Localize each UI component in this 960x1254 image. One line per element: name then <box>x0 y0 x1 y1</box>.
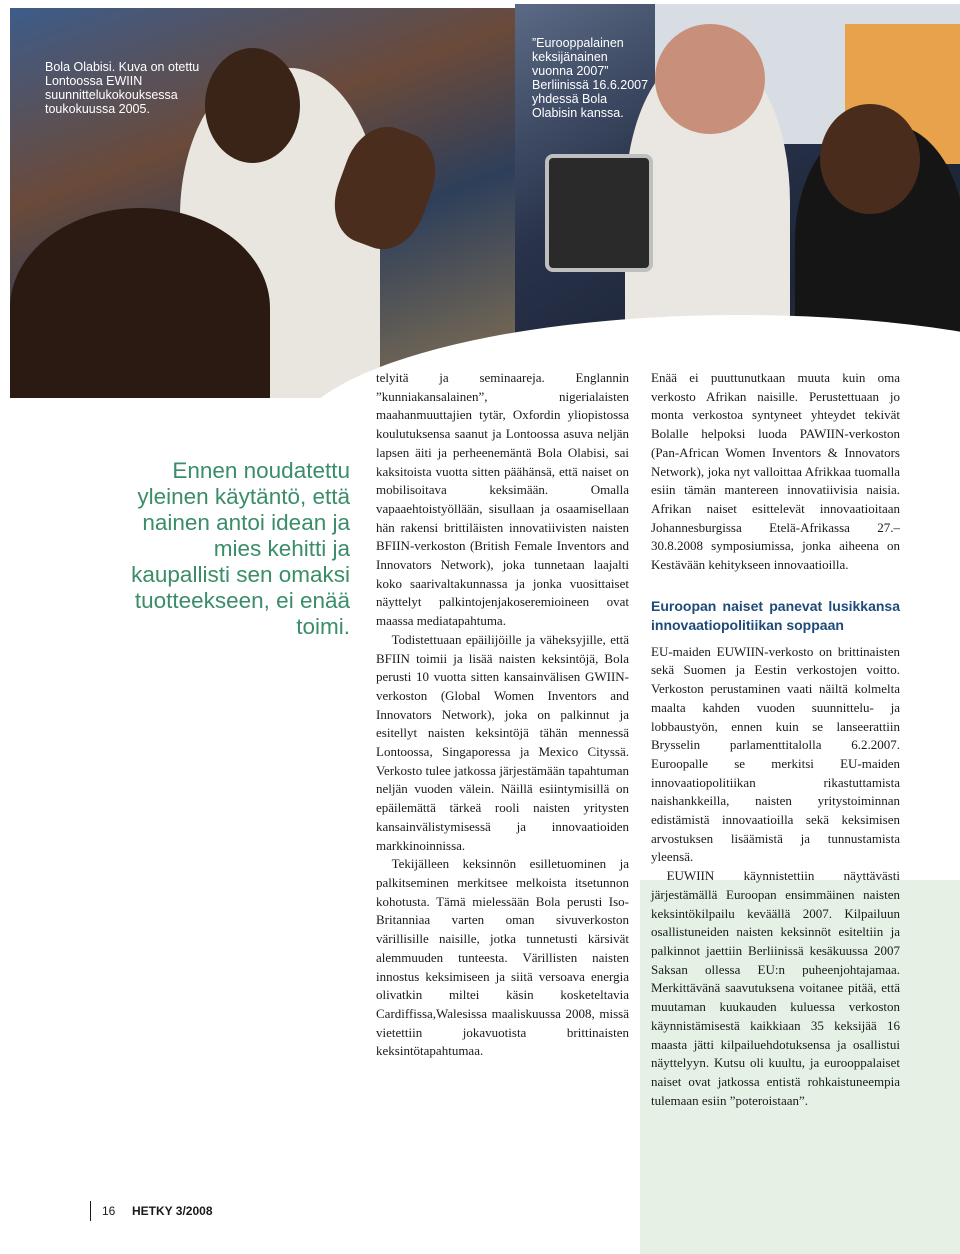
article-column-middle <box>376 369 629 1061</box>
photo-figure-head <box>820 104 920 214</box>
photo-figure-foreground <box>10 208 270 398</box>
magazine-issue: HETKY 3/2008 <box>132 1204 213 1218</box>
section-subheading: Euroopan naiset panevat lusikkansa innovaatiopolitiikan soppaan <box>651 597 900 633</box>
photo-caption-left: Bola Olabisi. Kuva on otettu Lontoossa EWIIN suunnittelukokouksessa toukokuussa 2005. <box>45 60 200 116</box>
footer-divider <box>90 1201 91 1221</box>
photo-caption-right: ”Eurooppalainen keksijänainen vuonna 2007” Berliinissä 16.6.2007 yhdessä Bola Olabisin kanssa. <box>532 36 649 120</box>
article-paragraph: telyitä ja seminaareja. Englannin ”kunniakansalainen”, nigerialaisten maahanmuuttajien tytär, Oxfordin yliopistossa koulutuksensa saanut ja Lontoossa asuva neljän lapsen äiti ja perheenemäntä Bola Olabisi, sai kaksitoista vuotta sitten päähänsä, että naiset on mobilisoitava keksimään. Omalla vapaaehtoistyöllään, sisullaan ja osaamisellaan hän rakensi brittiläisten innovatiivisten naisten BFIIN-verkoston (British Female Inventors and Innovators Network), joka tunnetaan laajalti koko saarivaltakunnassa ja jonka vuosittaiset näyttelyt palkintojenjakoseremioineen ovat maassa mediatapahtuma. <box>376 370 629 629</box>
page-footer <box>90 1198 290 1224</box>
article-paragraph: EU-maiden EUWIIN-verkosto on brittinaisten sekä Suomen ja Eestin verkostojen voitto. Verkoston perustaminen vaati näiltä kolmelta maalta kahden vuoden suunnittelu- ja lobbaustyön, ennen kuin se lanseerattiin Brysselin parlamenttitalolla 6.2.2007. Euroopalle se merkitsi EU-maiden innovaatiopolitiikan rikastuttamista naishankkeilla, naisten yritystoiminnan edistämistä innovaatioilla sekä keksimisen arvostuksen lisäämistä ja tunnustamista yleensä. <box>651 643 900 865</box>
article-paragraph: Tekijälleen keksinnön esilletuominen ja palkitseminen merkitsee melkoista itsetunnon kohotusta. Tämä mielessään Bola perusti Iso-Britanniaa varten oman sivuverkoston värillisille naisille, jotka tunnetusti kärsivät alemmuuden tunteesta. Värillisten naisten innostus keksimiseen ja siitä versoava energia olivatkin miltei käsin kosketeltavia Cardiffissa,Walesissa maaliskuussa 2008, missä vietettiin jokavuotista brittinaisten keksintötapahtumaa. <box>376 856 629 1059</box>
page-number: 16 <box>102 1204 116 1218</box>
photo-figure-head <box>655 24 765 134</box>
pull-quote: Ennen noudatettu yleinen käytäntö, että nainen antoi idean ja mies kehitti ja kaupallisti sen omaksi tuotteekseen, ei enää toimi. <box>131 458 350 639</box>
photo-award-plate <box>545 154 653 272</box>
article-column-right <box>651 369 900 1110</box>
photo-figure-head <box>205 48 300 163</box>
article-paragraph: Todistettuaan epäilijöille ja väheksyjille, että BFIIN toimii ja lisää naisten keksintöjä, Bola perusti 10 vuotta sitten kansainvälisen GWIIN-verkoston (Global Women Inventors and Innovators Network), joka on palkinnut ja esitellyt naisten keksintöjä tähän mennessä Lontoossa, Singaporessa ja Mexico Cityssä. Verkosto tulee jatkossa järjestämään tapahtuman neljän vuoden välein. Näillä esiintymisillä on epäilemättä tärkeä rooli naisten yritysten kansainvälistymisessä ja innovaatioiden markkinoinnissa. <box>376 631 629 853</box>
article-paragraph: EUWIIN käynnistettiin näyttävästi järjestämällä Euroopan ensimmäinen naisten keksintökilpailu keväällä 2007. Kilpailuun osallistuneiden naisten keksinnöt esiteltiin ja palkinnot jaettiin Berliinissä kesäkuussa 2007 Saksan ollessa EU:n puheenjohtajamaa. Merkittävänä saavutuksena voitanee pitää, että muutaman kuukauden kuluessa verkoston käynnistämisestä kaikkiaan 35 keksijää 16 maasta jätti kilpailuehdotuksensa ja osallistui näyttelyyn. Kutsu oli kuultu, ja eurooppalaiset naiset ovat jatkossa entistä rohkaistuneempia tulemaan esiin ”poteroistaan”. <box>651 868 900 1108</box>
article-paragraph: Enää ei puuttunutkaan muuta kuin oma verkosto Afrikan naisille. Perustettuaan jo monta verkostoa syntyneet yhteydet tekivät Bolalle helpoksi luoda PAWIIN-verkoston (Pan-African Women Inventors & Innovators Network), joka nyt valloittaa Afrikkaa tuomalla esiin tämän mantereen innovatiivisia naisia. Afrikan naiset esittelevät innovaatioitaan Johannesburgissa Etelä-Afrikassa 27.–30.8.2008 symposiumissa, jonka aiheena on Kestävään kehitykseen innovaatioilla. <box>651 370 900 573</box>
